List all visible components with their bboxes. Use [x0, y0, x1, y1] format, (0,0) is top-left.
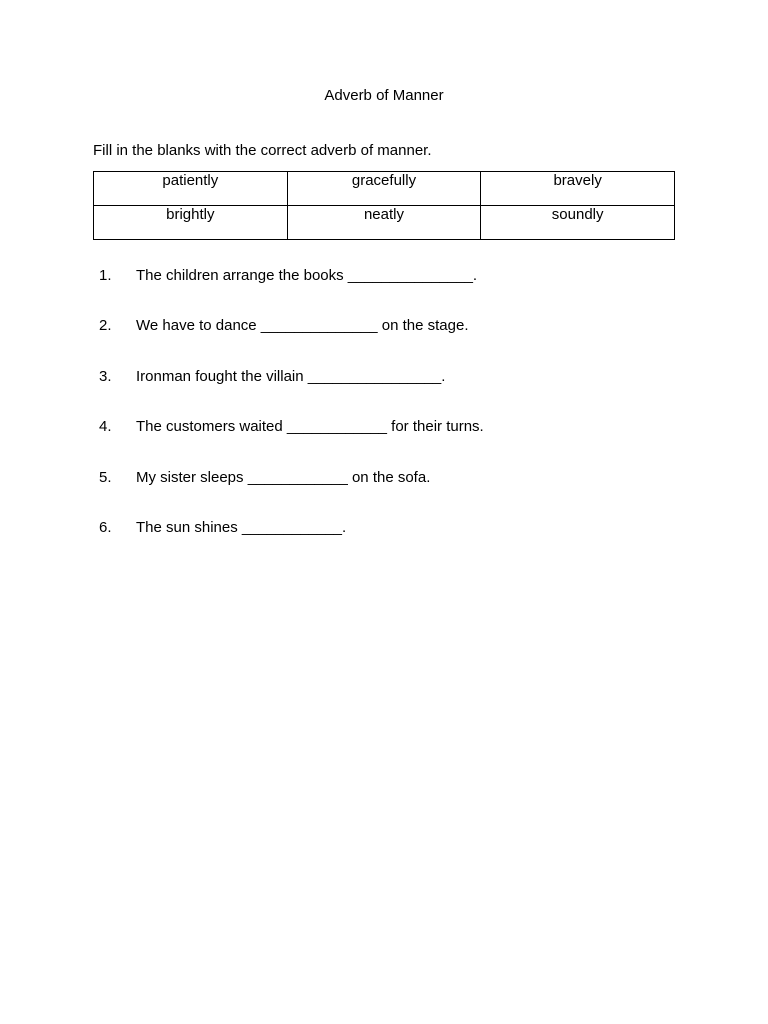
question-item: [0, 368, 768, 418]
question-item: [0, 469, 768, 519]
question-number: 3.: [99, 367, 112, 385]
word-bank-table: [93, 171, 675, 240]
question-text: We have to dance ______________ on the stage.: [136, 317, 469, 335]
word-bank-cell: patiently: [94, 172, 288, 206]
question-item: [0, 267, 768, 317]
question-item: [0, 418, 768, 468]
word-bank-cell: gracefully: [287, 172, 481, 206]
page-title: Adverb of Manner: [324, 87, 444, 104]
question-text: Ironman fought the villain ________________.: [136, 367, 446, 385]
question-text: My sister sleeps ____________ on the sofa.: [136, 468, 431, 486]
question-text: The children arrange the books _______________.: [136, 267, 478, 284]
question-number: 5.: [99, 468, 112, 486]
word-bank-cell: soundly: [481, 206, 675, 240]
word-bank-cell: bravely: [481, 172, 675, 206]
word-bank-cell: brightly: [94, 206, 288, 240]
question-text: The customers waited ____________ for their turns.: [136, 418, 484, 436]
question-item: [0, 317, 768, 367]
word-bank-cell: neatly: [287, 206, 481, 240]
table-row: [94, 172, 675, 206]
question-number: 1.: [99, 267, 112, 284]
question-number: 2.: [99, 317, 112, 335]
question-item: [0, 519, 768, 569]
question-number: 4.: [99, 418, 112, 436]
instruction-text: Fill in the blanks with the correct adverb of manner.: [93, 142, 432, 159]
question-number: 6.: [99, 518, 112, 536]
table-row: [94, 206, 675, 240]
question-list: [0, 267, 768, 569]
question-text: The sun shines ____________.: [136, 518, 347, 536]
